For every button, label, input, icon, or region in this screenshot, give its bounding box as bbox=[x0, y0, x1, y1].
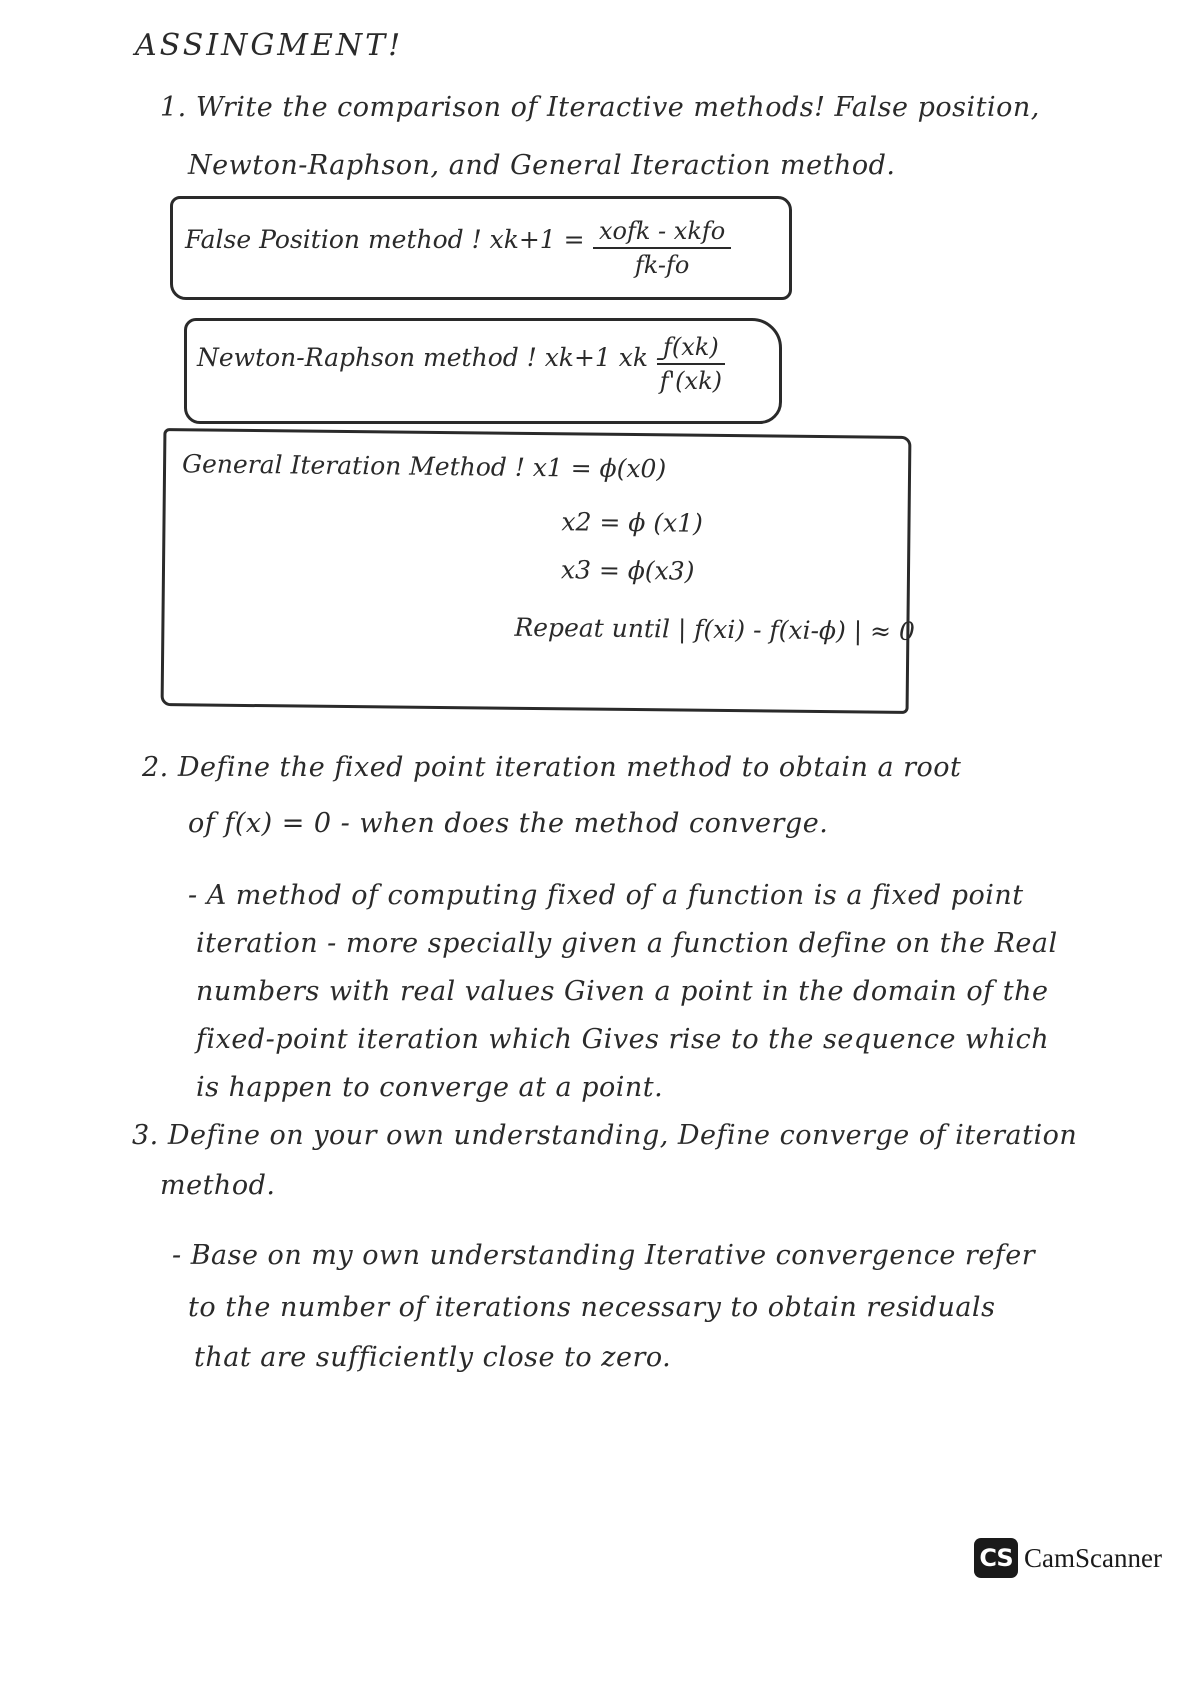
q3-answer-line-3: that are sufficiently close to zero. bbox=[194, 1342, 672, 1373]
q1-line-1: 1. Write the comparison of Iteractive methods! False position, bbox=[160, 92, 1040, 123]
q2-answer-line-1: - A method of computing fixed of a function is a fixed point bbox=[188, 880, 1024, 911]
general-iteration-box bbox=[161, 428, 916, 714]
q3-line-2: method. bbox=[160, 1170, 276, 1201]
false-position-box bbox=[170, 196, 792, 300]
assignment-title: ASSINGMENT! bbox=[135, 28, 404, 63]
q2-answer-line-4: fixed-point iteration which Gives rise to the sequence which bbox=[196, 1024, 1050, 1055]
q2-answer-line-3: numbers with real values Given a point in the domain of the bbox=[196, 976, 1049, 1007]
false-position-formula bbox=[593, 217, 731, 279]
newton-raphson-formula bbox=[657, 333, 725, 395]
camscanner-text: CamScanner bbox=[1024, 1542, 1162, 1573]
general-iteration-repeat: Repeat until | f(xi) - f(xi-ϕ) | ≈ 0 bbox=[514, 612, 916, 646]
q1-line-2: Newton-Raphson, and General Iteraction method. bbox=[188, 150, 896, 181]
false-position-denominator: fk-fo bbox=[634, 251, 690, 279]
false-position-label: False Position method ! xk+1 = bbox=[185, 225, 585, 254]
q3-line-1: 3. Define on your own understanding, Define converge of iteration bbox=[132, 1120, 1078, 1151]
camscanner-logo-icon: CS bbox=[974, 1538, 1018, 1578]
false-position-numerator: xofk - xkfo bbox=[593, 217, 731, 249]
q2-line-2: of f(x) = 0 - when does the method converge. bbox=[188, 808, 829, 839]
newton-raphson-label: Newton-Raphson method ! xk+1 xk - bbox=[197, 343, 665, 372]
q3-answer-line-2: to the number of iterations necessary to obtain residuals bbox=[188, 1292, 996, 1323]
newton-raphson-numerator: f(xk) bbox=[657, 333, 725, 365]
q2-line-1: 2. Define the fixed point iteration method to obtain a root bbox=[142, 752, 962, 783]
camscanner-watermark bbox=[974, 1538, 1162, 1578]
q2-answer-line-5: is happen to converge at a point. bbox=[196, 1072, 664, 1103]
general-iteration-step-3: x3 = ϕ(x3) bbox=[560, 555, 695, 586]
newton-raphson-box bbox=[184, 318, 782, 424]
q3-answer-line-1: - Base on my own understanding Iterative convergence refer bbox=[172, 1240, 1036, 1271]
general-iteration-step-2: x2 = ϕ (x1) bbox=[561, 507, 704, 538]
newton-raphson-denominator: f'(xk) bbox=[659, 367, 722, 395]
q2-answer-line-2: iteration - more specially given a function define on the Real bbox=[196, 928, 1058, 959]
general-iteration-label: General Iteration Method ! x1 = ϕ(x0) bbox=[181, 449, 667, 484]
